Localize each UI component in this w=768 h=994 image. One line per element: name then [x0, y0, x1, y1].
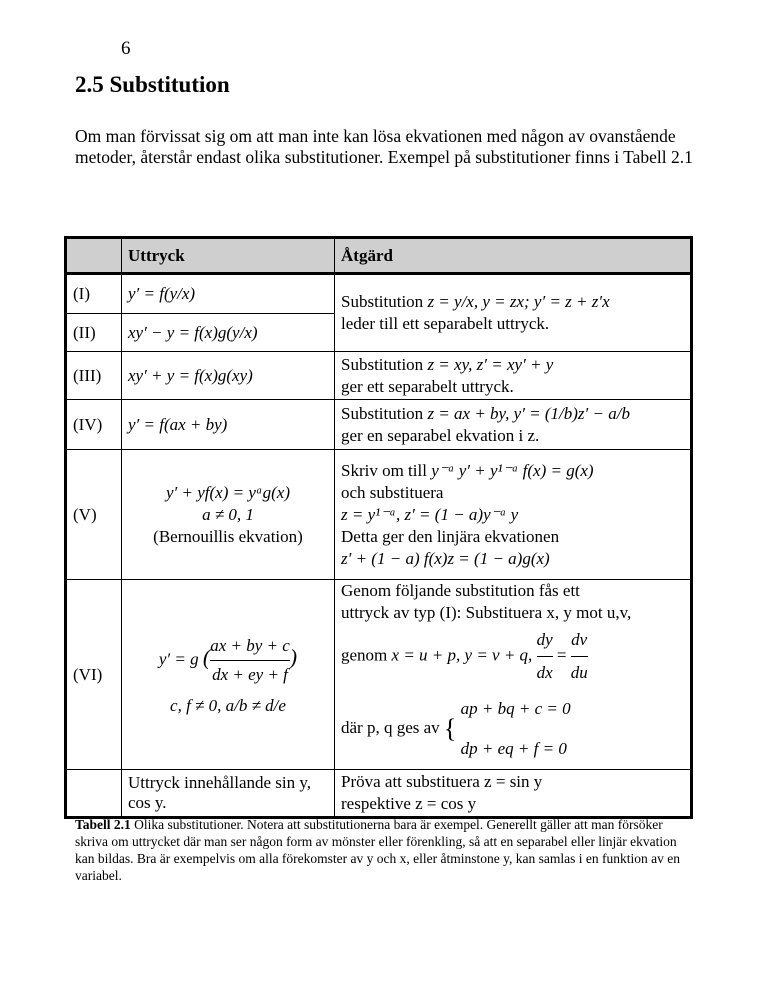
action-cell — [335, 352, 692, 400]
action-line: ger ett separabelt uttryck. — [341, 376, 514, 396]
table-row — [66, 770, 692, 818]
row-label: (III) — [66, 352, 122, 400]
action-line: Genom följande substitution fås ett — [341, 581, 580, 600]
row-expression: y′ = g ( $\frac{ax + by + c}{dx + ey + f}$ ) c, f ≠ 0, a/b ≠ d/e — [122, 580, 335, 770]
action-line: uttryck av typ (I): Substituera x, y mot u,v, — [341, 603, 632, 622]
header-uttryck: Uttryck — [122, 238, 335, 274]
page-number: 6 — [121, 38, 131, 59]
row-expression: y′ = f(ax + by) — [122, 400, 335, 450]
table-caption: Tabell 2.1 Olika substitutioner. Notera att substitutionerna bara är exempel. Generellt gäller att man försöker skriva om uttrycket där man ser någon form av mönster eller förenkling, så att en separabel eller linjär ekvation kan bildas. Bra är exempelvis om alla förekomster av y och x, eller åtminstone y, kan samlas i en funktion av en variabel. — [75, 817, 680, 883]
action-cell — [335, 400, 692, 450]
action-line: Substitution z = ax + by, y′ = (1/b)z′ − a/b — [341, 403, 630, 423]
action-cell — [335, 770, 692, 818]
table-header-row — [66, 238, 692, 274]
row-expression: xy′ + y = f(x)g(xy) — [122, 352, 335, 400]
action-line: z = y¹⁻ᵃ, z′ = (1 − a)y⁻ᵃ y — [341, 504, 519, 524]
action-cell — [335, 274, 692, 352]
row-label: (VI) — [66, 580, 122, 770]
row-label: (II) — [66, 314, 122, 352]
header-label-cell — [66, 238, 122, 274]
action-line: och substituera — [341, 482, 444, 502]
action-line: Pröva att substituera z = sin y — [341, 772, 543, 791]
action-line: genom x = u + p, y = v + q, $\frac{dy}{dx}$ = $\frac{dv}{du}$ — [341, 624, 684, 689]
action-line: Substitution z = y/x, y = zx; y′ = z + z′x — [341, 292, 610, 311]
table-row — [66, 400, 692, 450]
row-expression: y′ + yf(x) = yᵃg(x) a ≠ 0, 1 (Bernouillis ekvation) — [122, 450, 335, 580]
header-atgard: Åtgärd — [335, 238, 692, 274]
row-expression: y′ = f(y/x) — [122, 274, 335, 314]
row-expression: Uttryck innehållande sin y, cos y. — [122, 770, 335, 818]
action-line: där p, q ges av { ap + bq + c = 0 dp + eq + f = 0 — [341, 699, 571, 758]
row-label: (IV) — [66, 400, 122, 450]
row-label — [66, 770, 122, 818]
row-label: (V) — [66, 450, 122, 580]
action-line: leder till ett separabelt uttryck. — [341, 314, 550, 333]
action-line: Substitution z = xy, z′ = xy′ + y — [341, 354, 554, 374]
intro-paragraph: Om man förvissat sig om att man inte kan lösa ekvationen med någon av ovanstående metoder, återstår endast olika substitutioner. Exempel på substitutioner finns i Tabell 2.1 — [75, 126, 693, 167]
section-title: 2.5 Substitution — [75, 72, 230, 97]
action-cell — [335, 580, 692, 770]
action-line: z′ + (1 − a) f(x)z = (1 − a)g(x) — [341, 548, 550, 568]
action-line: ger en separabel ekvation i z. — [341, 425, 540, 445]
table-row — [66, 274, 692, 314]
action-line: Skriv om till y⁻ᵃ y′ + y¹⁻ᵃ f(x) = g(x) — [341, 460, 594, 480]
table-row — [66, 450, 692, 580]
table-row — [66, 352, 692, 400]
row-expression: xy′ − y = f(x)g(y/x) — [122, 314, 335, 352]
action-cell — [335, 450, 692, 580]
action-line: respektive z = cos y — [341, 794, 477, 813]
substitution-table — [64, 236, 693, 819]
action-line: Detta ger den linjära ekvationen — [341, 526, 560, 546]
table-row — [66, 580, 692, 770]
row-label: (I) — [66, 274, 122, 314]
